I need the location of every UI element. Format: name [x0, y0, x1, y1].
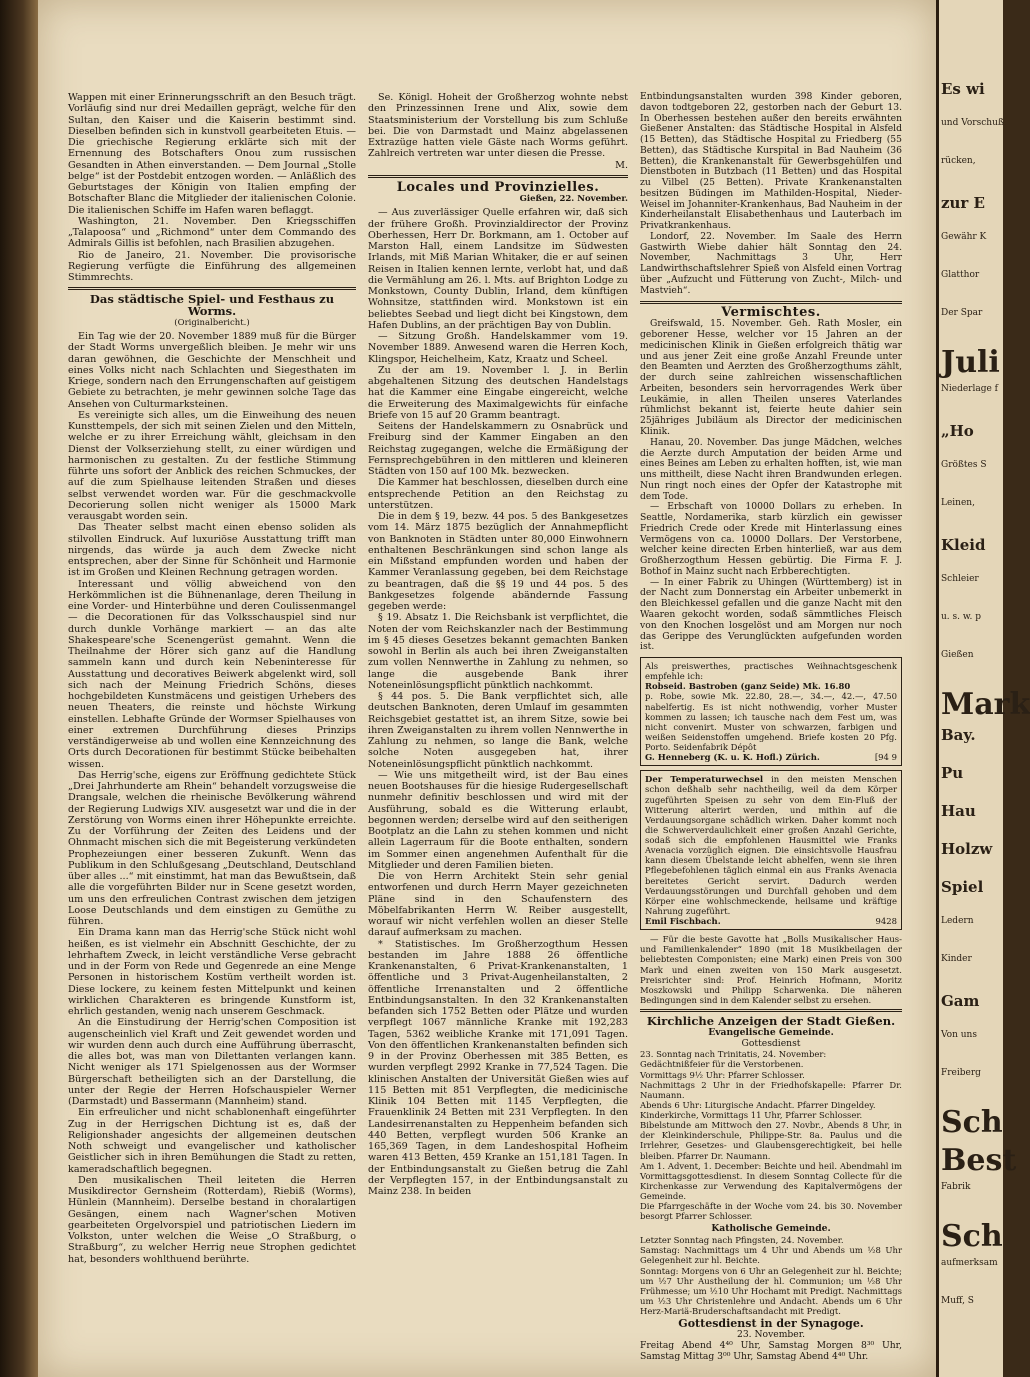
- adjacent-page-fragment: Freiberg: [941, 1068, 981, 1078]
- service-line: Die Pfarrgeschäfte in der Woche vom 24. bis 30. November besorgt Pfarrer Schlosser.: [640, 1201, 902, 1222]
- adjacent-page-fragment: zur E: [941, 194, 985, 212]
- paragraph: Das Herrig'sche, eigens zur Eröffnung gedichtete Stück „Drei Jahrhunderte am Rhein“ behandelt vorzugsweise die Drangsale, welchen die rheinische Bevölkerung während der Regierung Ludwigs XIV. ausgesetzt war und die in der Zerstörung von Worms einen ihrer Höhepunkte erreichte. Zu der Vorführung der Zeiten des Leidens und der Ohnmacht mischen sich die mit Begeisterung verkündeten Prophezeiungen einer besseren Zukunft. Wenn das Publikum in den Schlußgesang „Deutschland, Deutschland über alles ...“ mit einstimmt, hat man das Bewußtsein, daß alle die vorgeführten Bilder nur in Scene gesetzt worden, um uns den erfreulichen Contrast zwischen dem jetzigen Loose Deutschlands und dem einstigen zu Gemüthe zu führen.: [68, 769, 356, 927]
- adjacent-page-fragment: Glatthor: [941, 270, 980, 280]
- advertisement-henneberg: [640, 657, 902, 766]
- paragraph: — Wie uns mitgetheilt wird, ist der Bau eines neuen Bootshauses für die hiesige Rudergesellschaft nunmehr definitiv beschlossen und wird mit der Ausführung, sobald es die Witterung erlaubt, begonnen werden; derselbe wird auf den seitherigen Bootplatz an die Lahn zu stehen kommen und nicht allein Lagerraum für die Boote enthalten, sondern im Sommer einen angenehmen Aufenthalt für die Mitglieder und deren Familien bieten.: [368, 769, 628, 871]
- church-heading: Kirchliche Anzeigen der Stadt Gießen.: [646, 1014, 896, 1029]
- adjacent-page-fragment: Hau: [941, 802, 976, 820]
- adjacent-page-fragment: Fabrik: [941, 1182, 971, 1192]
- column-1: [68, 92, 356, 1265]
- adjacent-page-fragment: Best: [941, 1143, 1017, 1178]
- paragraph: Die von Herrn Architekt Stein sehr genial entworfenen und durch Herrn Mayer gezeichneten Pläne sind in den Schaufenstern des Möbelfabrikanten Herrn W. Reiber ausgestellt, worauf wir nicht verfehlen wollen an dieser Stelle darauf aufmerksam zu machen.: [368, 871, 628, 939]
- paragraph: Seitens der Handelskammern zu Osnabrück und Freiburg sind der Kammer Eingaben an den Reichstag zugegangen, welche die Ermäßigung der Fernsprechgebühren in den mittleren und kleineren Städten von 150 auf 100 Mk. bezwecken.: [368, 421, 628, 477]
- synagogue-date: 23. November.: [736, 1329, 806, 1340]
- service-line: 23. Sonntag nach Trinitatis, 24. November:: [640, 1049, 827, 1060]
- adjacent-page-fragment: Holzw: [941, 840, 993, 858]
- adjacent-page-fragment: Gießen: [941, 650, 974, 660]
- service-line: Vormittags 9½ Uhr: Pfarrer Schlosser.: [640, 1069, 805, 1080]
- paragraph: Interessant und völlig abweichend von den Herkömmlichen ist die Bühnenanlage, deren Theilung in eine Vorder- und Hinterbühne und deren Coulissenmangel — die Decorationen für das Volksschauspiel sind nur durch dunkle Vorhänge markiert — an das alte Shakespeare'sche Scenengerüst gemahnt. Wenn die Theilnahme der Hörer sich ganz auf die Handlung sammeln kann und durch kein Nebeninteresse für Ausstattung und decoratives Beiwerk abgelenkt wird, soll sich nach der Meinung Friedrich Schöns, dieses hochgebildeten Kunstmäcens und geistigen Urhebers des neuen Theaters, die reinste und höchste Wirkung einstellen. Lebhafte Gründe der Wormser Spielhauses von einer extremen Durchführung dieses Prinzips verständigerweise ab und wollen eine Kennzeichnung des Orts durch Decorationen für bestimmt Stücke beibehalten wissen.: [68, 578, 356, 770]
- section-body-locales: [368, 207, 628, 1197]
- adjacent-page-fragment: und Vorschuß: [941, 118, 1004, 128]
- paragraph: Die Kammer hat beschlossen, dieselben durch eine entsprechende Petition an den Reichstag zu unterstützen.: [368, 477, 628, 511]
- paragraph: Zu der am 19. November l. J. in Berlin abgehaltenen Sitzung des deutschen Handelstags hat die Kammer eine Eingabe eingereicht, welche die Erweiterung des Maximalgewichts für einfache Briefe von 15 auf 20 Gramm beantragt.: [368, 364, 628, 421]
- article-heading-worms: Das städtische Spiel- und Festhaus zu Worms.: [89, 292, 335, 318]
- divider: [368, 175, 628, 178]
- service-line: Am 1. Advent, 1. December: Beichte und heil. Abendmahl im Vormittagsgottesdienst. In diesem Sonntag Collecte für die Kirchenkasse zur Verwendung des Kapitalvermögens der Gemeinde.: [640, 1160, 902, 1202]
- adjacent-page-fragment: Schleier: [941, 574, 979, 584]
- adjacent-page-fragment: Muff, S: [941, 1296, 974, 1306]
- dateline: Gießen, 22. November.: [519, 194, 628, 204]
- adjacent-page-fragment: Von uns: [941, 1030, 977, 1040]
- ad-text: p. Robe, sowie Mk. 22.80, 28.—, 34.—, 42.—, 47.50 nabelfertig. Es ist nicht nothwendig, vorher Muster kommen zu lassen; ich tausche nach dem Fest um, was nicht convenirt. Muster von schwarzen, farbigen und weißen Seidenstoffen umgehend. Briefe kosten 20 Pfg. Porto. Seidenfabrik Dépôt: [645, 691, 897, 753]
- section-body-vermischtes: [640, 319, 902, 653]
- service-line: Sonntag: Morgens von 6 Uhr an Gelegenheit zur hl. Beichte; um ½7 Uhr Austheilung der hl. Communion; um ½8 Uhr Frühmesse; um ½10 Uhr Hochamt mit Predigt. Nachmittags um ½3 Uhr Christenlehre und Andacht. Abends um 6 Uhr Herz-Mariä-Bruderschaftsandacht mit Predigt.: [640, 1265, 902, 1317]
- adjacent-page-fragment: Sch: [941, 1105, 1003, 1140]
- adjacent-page-fragment: Spiel: [941, 878, 984, 896]
- divider: [640, 1009, 902, 1012]
- divider: [640, 301, 902, 304]
- article-body-worms: [68, 331, 356, 1265]
- evangelical-heading: Evangelische Gemeinde.: [708, 1026, 834, 1038]
- ad-text: in den meisten Menschen schon deßhalb sehr nachtheilig, weil da dem Körper zugeführten Speisen zu sehr von dem Ein-Fluß der Witterung alterirt werden, und mithin auf die Verdauungsorgane schädlich wirken. Daher kommt noch die Schwerverdaulichkeit einer großen Anzahl Gerichte, sodaß sich die empfohlenen Hausmittel wie Franks Avenacia vorzüglich eignen. Die einsichtsvolle Hausfrau kann diesem Übelstande leicht abhelfen, wenn sie ihren Pflegebefohlenen täglich einmal ein aus Franks Avenacia bereitetes Gericht servirt. Dadurch werden Verdauungsstörungen und Durchfall gehoben und dem Körper eine wohlschmeckende, heilsame und kräftige Nahrung zugeführt.: [645, 774, 897, 916]
- synagogue-heading: Gottesdienst in der Synagoge.: [678, 1317, 864, 1331]
- article-intro: Se. Königl. Hoheit der Großherzog wohnte nebst den Prinzessinnen Irene und Alix, sowie dem Staatsministerium der Vorstellung bis zum Schluße bei. Die von Darmstadt und Mainz abgelassenen Extrazüge hatten viele Gäste nach Worms geführt. Zahlreich vertreten war unter diesen die Presse.: [368, 92, 628, 160]
- paragraph: Hanau, 20. November. Das junge Mädchen, welches die Aerzte durch Amputation der beiden Arme und eines Beines am Leben zu erhalten hofften, ist, wie man uns mittheilt, diese Nacht ihren Brandwunden erlegen. Nun ringt noch eines der Opfer der Katastrophe mit dem Tode.: [640, 436, 902, 502]
- service-line: Abends 6 Uhr: Liturgische Andacht. Pfarrer Dingeldey.: [640, 1099, 876, 1110]
- ad-heading: Der Temperaturwechsel: [645, 774, 764, 785]
- notice-kalender: — Für die beste Gavotte hat „Bolls Musikalischer Haus- und Familienkalender“ 1890 (mit 18 Musikbeilagen der beliebtesten Componisten; eine Mark) einen Preis von 300 Mark und einen zweiten von 150 Mark ausgesetzt. Preisrichter sind: Prof. Heinrich Hofmann, Moritz Moszkowski und Philipp Scharwenka. Die näheren Bedingungen sind in dem Kalender selbst zu ersehen.: [640, 934, 902, 1005]
- section-heading-vermischtes: Vermischtes.: [721, 304, 821, 320]
- article-intro: Wappen mit einer Erinnerungsschrift an den Besuch trägt. Vorläufig sind nur drei Medaillen geprägt, welche für den Sultan, den Kaiser und die Kaiserin bestimmt sind. Dieselben befinden sich in kunstvoll gearbeiteten Etuis. — Die griechische Regierung erklärte sich mit der Ernennung des Botschafters Onou zum russischen Gesandten in Athen einverstanden. — Dem Journal „Stolle belge“ ist der Postdebit entzogen worden. — Anläßlich des Geburtstages der Königin von Italien empfing der Botschafter Blanc die Mitglieder der italienischen Colonie. Die italienischen Schiffe im Hafen waren beflaggt.: [68, 92, 356, 216]
- paragraph: Die in dem § 19, bezw. 44 pos. 5 des Bankgesetzes vom 14. März 1875 bezüglich der Annahmepflicht von Banknoten in Städten unter 80,000 Einwohnern enthaltenen Beschränkungen sind schon lange als ein Mißstand empfunden worden und haben der Kammer Veranlassung gegeben, bei dem Reichstage zu beantragen, daß die §§ 19 und 44 pos. 5 des Bankgesetzes folgende abändernde Fassung gegeben werde:: [368, 511, 628, 612]
- adjacent-page-fragment: Der Spar: [941, 308, 983, 318]
- book-spine: [0, 0, 38, 1377]
- paragraph: Es vereinigte sich alles, um die Einweihung des neuen Kunsttempels, der sich mit seinen Zielen und den Mitteln, welche er zu ihrer Erreichung wählt, gleichsam in den Dienst der Volkserziehung stellt, zu einer würdigen und harmonischen zu gestalten. Zu der festliche Stimmung führte uns sofort der Anblick des reichen Schmuckes, der auf die zum Spielhause leitenden Straßen und dieses selbst verwendet worden war. Für die geschmackvolle Decorierung sollen nicht weniger als 15000 Mark verausgabt worden sein.: [68, 409, 356, 522]
- column-2: [368, 92, 628, 1197]
- catholic-services: [640, 1235, 902, 1316]
- adjacent-page-fragment: Gewähr K: [941, 232, 987, 242]
- adjacent-page-edge: [936, 0, 1030, 1377]
- paragraph: — In einer Fabrik zu Uhingen (Württemberg) ist in der Nacht zum Donnerstag ein Arbeiter unbemerkt in den Bleichkessel gefallen und die ganze Nacht mit den Waaren gekocht worden, sodaß sämmtliches Fleisch von den Knochen losgelöst und am Morgen nur noch das Gerippe des Verunglückten aufgefunden worden ist.: [640, 576, 902, 653]
- adjacent-page-fragment: Pu: [941, 764, 964, 782]
- paragraph: — Aus zuverlässiger Quelle erfahren wir, daß sich der frühere Großh. Provinzialdirector der Provinz Oberhessen, Herr Dr. Borkmann, am 1. October auf Marston Hall, einem Landsitze im Südwesten Irlands, mit Miß Marian Whitaker, die er auf seinen Reisen in Italien kennen lernte, verlobt hat, und daß die Vermählung am 26. l. Mts. auf Brighton Lodge zu Monkstown, County Dublin, Irland, dem künftigen Wohnsitze, stattfinden wird. Monkstown ist ein beliebtes Seebad und liegt dicht bei Kingstown, dem Hafen Dublins, an der prächtigen Bay von Dublin.: [368, 207, 628, 331]
- adjacent-page-fragment: Es wi: [941, 80, 985, 98]
- adjacent-page-fragment: Kleid: [941, 536, 986, 554]
- ad-intro: Als preiswerthes, practisches Weihnachtsgeschenk empfehle ich:: [645, 661, 897, 682]
- adjacent-page-fragment: Ledern: [941, 916, 974, 926]
- adjacent-page-fragment: Gam: [941, 992, 980, 1010]
- adjacent-page-fragment: aufmerksam: [941, 1258, 998, 1268]
- service-line: Kinderkirche, Vormittags 11 Uhr, Pfarrer Schlosser.: [640, 1110, 863, 1121]
- adjacent-page-fragment: Größtes S: [941, 460, 987, 470]
- service-line: Samstag: Nachmittags um 4 Uhr und Abends um ½8 Uhr Gelegenheit zur hl. Beichte.: [640, 1245, 902, 1266]
- paragraph: An die Einstudirung der Herrig'schen Composition ist augenscheinlich viel Kraft und Zeit gewendet worden und wir wurden denn auch durch eine Aufführung überrascht, die alles bot, was man von Dilettanten verlangen kann. Nicht weniger als 171 Spielgenossen aus der Wormser Bürgerschaft betheiligten sich an der Darstellung, die unter der Regie der Herren Hofschauspieler Werner (Darmstadt) und Bassermann (Mannheim) stand.: [68, 1017, 356, 1107]
- news-washington: Washington, 21. November. Den Kriegsschiffen „Talapoosa“ und „Richmond“ unter dem Commando des Admirals Gillis ist befohlen, nach Brasilien abzugehen.: [68, 215, 356, 250]
- adjacent-page-fragment: Kinder: [941, 954, 972, 964]
- article-intro: Entbindungsanstalten wurden 398 Kinder geboren, davon todtgeboren 22, gestorben nach der Geburt 13. In Oberhessen bestehen außer den bereits erwähnten Gießener Anstalten: das Städtische Hospital in Alsfeld (15 Betten), das Städtische Hospital zu Friedberg (55 Betten), das Städtische Kurspital in Bad Nauheim (36 Betten), die Krankenanstalt für Gewerbsgehülfen und Dienstboten in Butzbach (11 Betten) und das Hospital zu Vilbel (25 Betten). Private Krankenanstalten besitzen Büdingen im Mathilden-Hospital, Nieder-Weisel im Johanniter-Krankenhaus, Bad Nauheim in der Kinderheilanstalt Elisabethenhaus und Lauterbach im Privatkrankenhaus.: [640, 91, 902, 232]
- synagogue-times: Freitag Abend 4⁴⁰ Uhr, Samstag Morgen 8³⁰ Uhr, Samstag Mittag 3⁰⁰ Uhr, Samstag Abend 4⁴⁰ Uhr.: [640, 1339, 902, 1362]
- adjacent-page-fragment: Niederlage f: [941, 384, 998, 394]
- evangelical-services: [640, 1049, 902, 1221]
- ad-code: 9428: [875, 916, 897, 927]
- service-line: Bibelstunde am Mittwoch den 27. Novbr., Abends 8 Uhr, in der Kleinkinderschule, Philippe-Str. 8a. Paulus und die Irrlehrer, Gesetzes- und Glaubensgerechtigkeit, bei helle bleiben. Pfarrer Dr. Naumann.: [640, 1120, 902, 1161]
- paragraph: * Statistisches. Im Großherzogthum Hessen bestanden im Jahre 1888 26 öffentliche Krankenanstalten, 6 Privat-Krankenanstalten, 1 öffentliche und 3 Privat-Augenheilanstalten, 2 öffentliche Irrenanstalten und 2 öffentliche Entbindungsanstalten. In den 32 Krankenanstalten befanden sich 1752 Betten oder Plätze und wurden verpflegt 1067 männliche Kranke mit 192,283 Tagen, 5362 weibliche Kranke mit 171,091 Tagen. Von den öffentlichen Krankenanstalten befinden sich 9 in der Provinz Oberhessen mit 385 Betten, es wurden verpflegt 2992 Kranke in 77,524 Tagen. Die klinischen Anstalten der Universität Gießen wies auf 115 Betten mit 851 Verpflegten, die medicinische Klinik 104 Betten mit 1145 Verpflegten, die Frauenklinik 24 Betten mit 231 Verpflegten. In den Landesirrenanstalten zu Heppenheim befanden sich 440 Betten, verpflegt wurden 506 Kranke an 165,369 Tagen, in dem Landeshospital Hofheim waren 413 Betten, 459 Kranke an 151,181 Tagen. In der Entbindungsanstalt zu Gießen betrug die Zahl der Verpflegten 157, in der Entbindungsanstalt zu Mainz 238. In beiden: [368, 938, 628, 1197]
- evangelical-subheading: Gottesdienst: [741, 1037, 801, 1049]
- adjacent-page-fragment: Sch: [941, 1219, 1003, 1254]
- divider: [68, 287, 356, 290]
- paragraph: — Erbschaft von 10000 Dollars zu erheben. In Seattle, Nordamerika, starb kürzlich ein gewisser Friedrich Crede oder Krede mit Hinterlassung eines Vermögens von ca. 10000 Dollars. Der Verstorbene, welcher keine directen Erben hinterließ, war aus dem Großherzogthum Hessen gebürtig. Die Firma F. J. Bothof in Mainz sucht nach Erbberechtigten.: [640, 501, 902, 577]
- service-line: Letzter Sonntag nach Pfingsten, 24. November.: [640, 1235, 844, 1246]
- service-line: Gedächtnißfeier für die Verstorbenen.: [640, 1059, 804, 1070]
- catholic-heading: Katholische Gemeinde.: [711, 1223, 831, 1235]
- paragraph: Ein erfreulicher und nicht schablonenhaft eingeführter Zug in der Herrigschen Dichtung ist es, daß der Religionshader angesichts der allgemeinen deutschen Noth schweigt und evangelischer und katholischer Geistlicher sich in ihren Bemühungen die Stadt zu retten, kameradschaftlich begegnen.: [68, 1107, 356, 1175]
- article-subheading: (Originalbericht.): [174, 317, 250, 328]
- service-line: Nachmittags 2 Uhr in der Friedhofskapelle: Pfarrer Dr. Naumann.: [640, 1079, 902, 1100]
- paragraph: § 44 pos. 5. Die Bank verpflichtet sich, alle deutschen Banknoten, deren Umlauf im gesammten Reichsgebiet gestattet ist, an ihrem Sitze, sowie bei ihren Zweiganstalten zu ihrem vollen Nennwerthe in Zahlung zu nehmen, so lange die Bank, welche solche Noten ausgegeben hat, ihrer Noteneinlösungspflicht pünktlich nachkommt.: [368, 691, 628, 770]
- paragraph: Greifswald, 15. November. Geh. Rath Mosler, ein geborener Hesse, welcher vor 15 Jahren an der medicinischen Klinik in Gießen erfolgreich thätig war und aus jener Zeit eine große Anzahl Freunde unter den Beamten und Aerzten des Großherzogthums zählt, der durch seine zahlreichen wissenschaftlichen Arbeiten, besonders sein hervorragendes Werk über Leukämie, in allen Theilen unseres Vaterlandes rühmlichst bekannt ist, feierte heute dahier sein 25jähriges Jubiläum als Director der medicinischen Klinik.: [640, 318, 902, 437]
- advertisement-avenacia: [640, 770, 902, 930]
- paragraph: § 19. Absatz 1. Die Reichsbank ist verpflichtet, die Noten der vom Reichskanzler nach der Bestimmung im § 45 dieses Gesetzes bekannt gemachten Banken sowohl in Berlin als auch bei ihren Zweiganstalten zum vollen Nennwerthe in Zahlung zu nehmen, so lange die ausgebende Bank ihrer Noteneinlösungspflicht pünktlich nachkommt.: [368, 612, 628, 691]
- paragraph: Ein Drama kann man das Herrig'sche Stück nicht wohl heißen, es ist vielmehr ein Abschnitt Geschichte, der zu lehrhaftem Zweck, in leicht verständliche Verse gebracht und in der Form von Rede und Gegenrede an eine Menge Personen in historischem Kostüm vertheilt worden ist. Diese lockere, zu keinem festen Mittelpunkt und keinen wirklichen Charakteren es bringende Kunstform ist, ehrlich gestanden, wenig nach unserem Geschmack.: [68, 927, 356, 1017]
- ad-code: [94 9: [874, 752, 897, 763]
- paragraph: Den musikalischen Theil leiteten die Herren Musikdirector Gernsheim (Rotterdam), Riebiß (Worms), Hünlein (Mannheim). Derselbe bestand in choralartigen Gesängen, einem nach Wagner'schen Motiven gearbeiteten Orgelvorspiel und patriotischen Liedern im Volkston, unter welchen die Weise „O Straßburg, o Straßburg“, zu welcher Herrig neue Strophen gedichtet hat, besonders wohlthuend berührte.: [68, 1174, 356, 1265]
- adjacent-page-fragment: Juli: [941, 345, 1000, 380]
- news-rio: Rio de Janeiro, 21. November. Die provisorische Regierung verfügte die Einführung des allgemeinen Stimmrechts.: [68, 249, 356, 283]
- adjacent-page-fragment: u. s. w. p: [941, 612, 981, 622]
- paragraph: Ein Tag wie der 20. November 1889 muß für die Bürger der Stadt Worms unvergeßlich bleiben. Je mehr wir uns daran gewöhnen, die Geschichte der Menschheit und eines Volks nicht nach Schlachten und Siegesthaten im Kriege, sondern nach den Errungenschaften auf geistigem Gebiete zu betrachten, je mehr gewinnen solche Tage das Ansehen von Culturmarksteinen.: [68, 331, 356, 410]
- column-3: [640, 92, 902, 1362]
- news-londorf: Londorf, 22. November. Im Saale des Herrn Gastwirth Wiebe dahier hält Sonntag den 24. November, Nachmittags 3 Uhr, Herr Landwirthschaftslehrer Spieß von Alsfeld einen Vortrag über „Aufzucht und Fütterung von Zucht-, Milch- und Mastvieh“.: [640, 230, 902, 296]
- ad-firm: G. Henneberg (K. u. K. Hofl.) Zürich.: [645, 752, 820, 763]
- adjacent-page-fragment: Mark: [941, 687, 1030, 722]
- paragraph: — Sitzung Großh. Handelskammer vom 19. November 1889. Anwesend waren die Herren Koch, Klingspor, Heichelheim, Katz, Kraatz und Scheel.: [368, 331, 628, 365]
- ad-product: Robseid. Bastroben (ganz Seide) Mk. 16.80: [645, 681, 851, 692]
- paragraph: Das Theater selbst macht einen ebenso soliden als stilvollen Eindruck. Auf luxuriöse Ausstattung trifft man nirgends, das würde ja auch dem Zwecke nicht entsprechen, aber der Sinne für Schönheit und Harmonie ist im Großen und Kleinen Rechnung getragen worden.: [68, 522, 356, 579]
- adjacent-page-fragment: rücken,: [941, 156, 976, 166]
- ad-signature: Emil Fischbach.: [645, 916, 721, 927]
- section-heading-locales: Locales und Provinzielles.: [396, 179, 600, 195]
- adjacent-page-fragment: Bay.: [941, 726, 976, 744]
- adjacent-page-fragment: Leinen,: [941, 498, 975, 508]
- article-signature: M.: [615, 159, 628, 171]
- adjacent-page-fragment: „Ho: [941, 422, 974, 440]
